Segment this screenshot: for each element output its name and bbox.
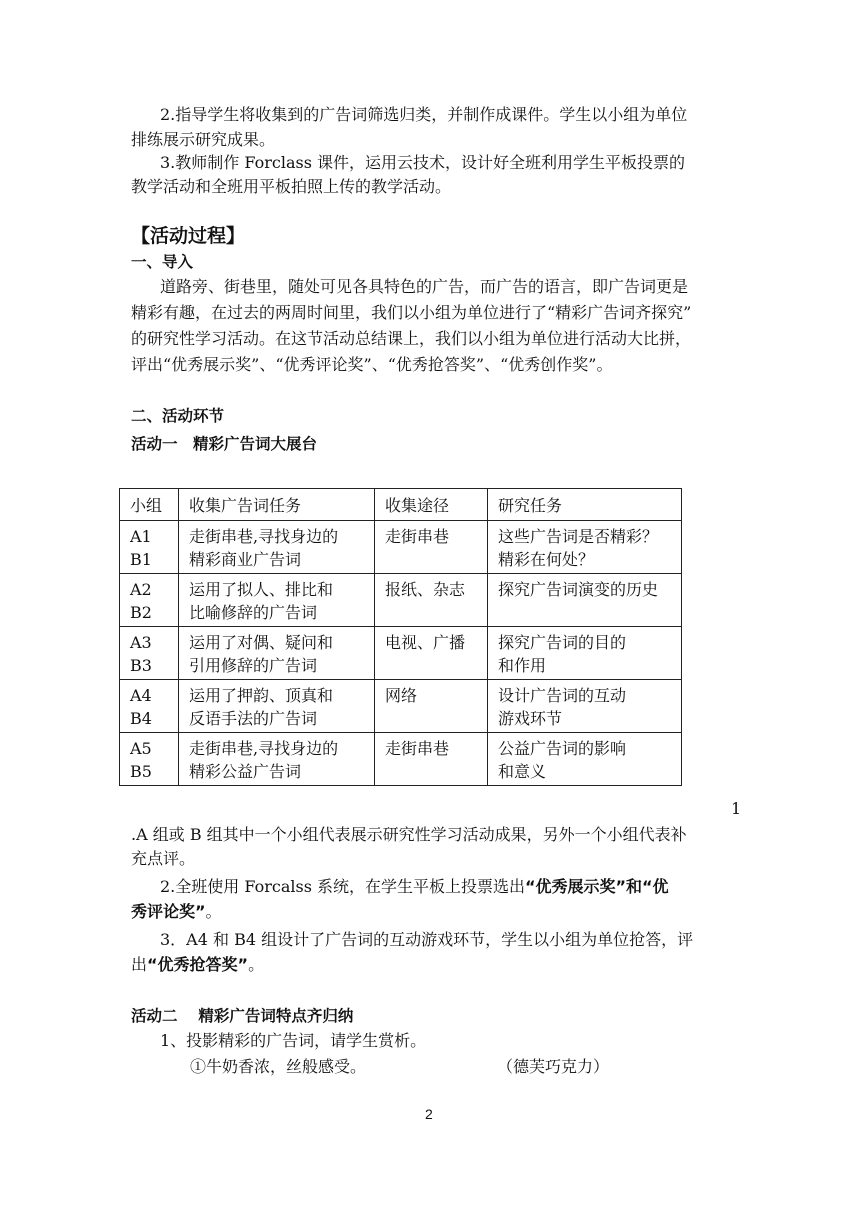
table-row — [120, 733, 682, 786]
cell-research — [488, 627, 682, 680]
after-p2-bold-2: 秀评论奖” — [131, 902, 206, 921]
activity2-item1: 1、投影精彩的广告词，请学生赏析。 — [160, 1031, 427, 1050]
table-row — [120, 627, 682, 680]
after-p2-line-1 — [160, 876, 669, 898]
cell-group — [120, 521, 179, 574]
table-row — [120, 680, 682, 733]
cell-way — [375, 521, 488, 574]
after-p1-line-1: .A 组或 B 组其中一个小组代表展示研究性学习活动成果，另外一个小组代表补 — [131, 825, 687, 844]
group-line: A1 — [130, 527, 152, 546]
task-line: 反语手法的广告词 — [189, 709, 318, 728]
research-line: 探究广告词演变的历史 — [498, 580, 659, 599]
task-line: 精彩公益广告词 — [189, 762, 302, 781]
research-line: 游戏环节 — [498, 709, 563, 728]
group-line: B3 — [130, 656, 152, 675]
task-line: 走街串巷,寻找身边的 — [189, 739, 339, 758]
research-line: 探究广告词的目的 — [498, 633, 627, 652]
header-task: 收集广告词任务 — [179, 489, 375, 521]
task-line: 运用了押韵、顶真和 — [189, 686, 334, 705]
ad-task-table — [119, 488, 682, 786]
task-line: 引用修辞的广告词 — [189, 656, 318, 675]
way-line: 电视、广播 — [385, 633, 466, 652]
after-p3-bold: “优秀抢答奖” — [147, 955, 249, 974]
research-line: 设计广告词的互动 — [498, 686, 627, 705]
table-row — [120, 574, 682, 627]
group-line: A3 — [130, 633, 152, 652]
task-line: 运用了拟人、排比和 — [189, 580, 334, 599]
group-line: A2 — [130, 580, 152, 599]
activity2-title: 活动二 精彩广告词特点齐归纳 — [131, 1007, 354, 1025]
part1-line-1: 道路旁、街巷里，随处可见各具特色的广告，而广告的语言，即广告词更是 — [160, 277, 689, 296]
activity1-title: 活动一 精彩广告词大展台 — [131, 435, 318, 453]
after-p3-line-2 — [131, 954, 264, 976]
after-p3-prefix: 出 — [131, 955, 148, 974]
cell-research — [488, 733, 682, 786]
cell-task — [179, 574, 375, 627]
cell-task — [179, 733, 375, 786]
part1-line-4: 评出“优秀展示奖”、“优秀评论奖”、“优秀抢答奖”、“优秀创作奖”。 — [131, 355, 613, 374]
footnote-marker: 1 — [731, 799, 742, 818]
cell-group — [120, 680, 179, 733]
cell-research — [488, 521, 682, 574]
cell-group — [120, 627, 179, 680]
header-way: 收集途径 — [375, 489, 488, 521]
after-p3-end: 。 — [248, 955, 265, 974]
task-line: 比喻修辞的广告词 — [189, 603, 318, 622]
way-line: 报纸、杂志 — [385, 580, 466, 599]
group-line: A4 — [130, 686, 152, 705]
cell-group — [120, 733, 179, 786]
research-line: 和意义 — [498, 762, 547, 781]
cell-task — [179, 627, 375, 680]
part1-line-2: 精彩有趣，在过去的两周时间里，我们以小组为单位进行了“精彩广告词齐探究” — [131, 303, 692, 322]
section-heading: 【活动过程】 — [131, 225, 246, 247]
research-line: 和作用 — [498, 656, 547, 675]
cell-way — [375, 574, 488, 627]
way-line: 走街串巷 — [385, 739, 450, 758]
part1-line-3: 的研究性学习活动。在这节活动总结课上，我们以小组为单位进行活动大比拼， — [131, 329, 692, 348]
group-line: B5 — [130, 762, 152, 781]
table-header-row — [120, 489, 682, 521]
way-line: 走街串巷 — [385, 527, 450, 546]
research-line: 公益广告词的影响 — [498, 739, 627, 758]
cell-research — [488, 574, 682, 627]
cell-task — [179, 680, 375, 733]
cell-task — [179, 521, 375, 574]
cell-research — [488, 680, 682, 733]
table-row — [120, 521, 682, 574]
intro-line-1: 2.指导学生将收集到的广告词筛选归类，并制作成课件。学生以小组为单位 — [160, 105, 688, 124]
part2-title: 二、活动环节 — [131, 407, 225, 425]
cell-group — [120, 574, 179, 627]
group-line: A5 — [130, 739, 152, 758]
activity2-example-text: ①牛奶香浓，丝般感受。 — [190, 1057, 367, 1076]
group-line: B4 — [130, 709, 152, 728]
after-p2-bold-1: “优秀展示奖”和“优 — [525, 877, 669, 896]
part1-title: 一、导入 — [131, 253, 194, 271]
group-line: B1 — [130, 550, 152, 569]
task-line: 精彩商业广告词 — [189, 550, 302, 569]
cell-way — [375, 733, 488, 786]
after-p2-end: 。 — [205, 902, 222, 921]
after-p3-line-1: 3．A4 和 B4 组设计了广告词的互动游戏环节，学生以小组为单位抢答，评 — [160, 930, 694, 949]
intro-line-3: 3.教师制作 Forclass 课件，运用云技术，设计好全班利用学生平板投票的 — [160, 153, 685, 172]
task-line: 走街串巷,寻找身边的 — [189, 527, 339, 546]
after-p2-line-2 — [131, 901, 222, 923]
research-line: 这些广告词是否精彩？ — [498, 527, 659, 546]
cell-way — [375, 680, 488, 733]
after-p1-line-2: 充点评。 — [131, 849, 196, 868]
intro-line-2: 排练展示研究成果。 — [131, 130, 276, 149]
group-line: B2 — [130, 603, 152, 622]
header-group: 小组 — [120, 489, 179, 521]
research-line: 精彩在何处？ — [498, 550, 595, 569]
intro-line-4: 教学活动和全班用平板拍照上传的教学活动。 — [131, 177, 452, 196]
activity2-example-brand: （德芙巧克力） — [497, 1057, 610, 1076]
way-line: 网络 — [385, 686, 418, 705]
task-line: 运用了对偶、疑问和 — [189, 633, 334, 652]
header-research: 研究任务 — [488, 489, 682, 521]
page-number: 2 — [425, 1106, 433, 1122]
cell-way — [375, 627, 488, 680]
after-p2-prefix: 2.全班使用 Forcalss 系统，在学生平板上投票选出 — [160, 877, 525, 896]
